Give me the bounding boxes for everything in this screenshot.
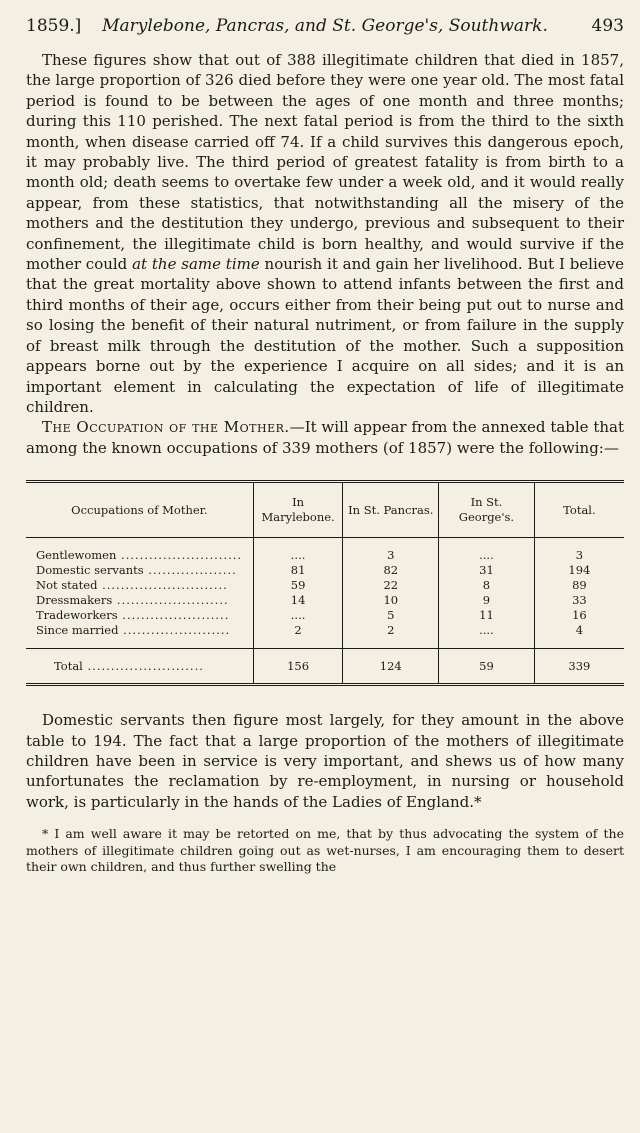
- header-year: 1859.]: [26, 16, 82, 36]
- table-total-row: Total ......................... 156 124 59 339: [26, 649, 624, 685]
- footnote: [26, 826, 624, 876]
- body-text-after-table: [26, 710, 624, 812]
- paragraph-occupation: The Occupation of the Mother.—It will appear from the annexed table that among the known occupations of 339 mothers (of 1857) were the following:—: [26, 418, 624, 457]
- col-marylebone: In Marylebone.: [253, 482, 343, 538]
- footnote-text: * I am well aware it may be retorted on me, that by thus advocating the system of the mothers of illegitimate children going out as wet-nurses, I am encouraging them to desert their own children, and thus further swelling the: [26, 826, 624, 875]
- table-header-row: [26, 482, 624, 538]
- occupation-table: [26, 480, 624, 686]
- paragraph-servants: Domestic servants then figure most largely, for they amount in the above table to 194. The fact that a large proportion of the mothers of illegitimate children have been in service is very important, and shews us of how many unfortunates the reclamation by re-employment, in nursing or household work, is particularly in the hands of the Ladies of England.*: [26, 711, 624, 811]
- section-heading: The Occupation of the Mother.: [42, 418, 290, 437]
- table-row: Gentlewomen .......................... .... 3 .... 3: [26, 538, 624, 564]
- paragraph-mortality: These figures show that out of 388 illegitimate children that died in 1857, the large proportion of 326 died before they were one year old. The most fatal period is found to be between the ages of one month and three months; during this 110 perished. The next fatal period is from the third to the sixth month, when disease carried off 74. If a child survives this dangerous epoch, it may probably live. The third period of greatest fatality is from birth to a month old; death seems to overtake few under a week old, and it would really appear, from these statistics, that notwithstanding all the misery of the mothers and the destitution they undergo, previous and subsequent to their confinement, the illegitimate child is born healthy, and would survive if the mother could at the same time nourish it and gain her livelihood. But I believe that the great mortality above shown to attend infants between the first and third months of their age, occurs either from their being put out to nurse and so losing the benefit of their natural nutriment, or from failure in the supply of breast milk through the destitution of the mother. Such a supposition appears borne out by the experience I acquire on all sides; and it is an important element in calculating the expectation of life of illegitimate children.: [26, 51, 624, 416]
- table-row: Not stated ........................... 59 22 8 89: [26, 578, 624, 593]
- table-row: Domestic servants ................... 81 82 31 194: [26, 563, 624, 578]
- table-row: Tradeworkers ....................... .... 5 11 16: [26, 608, 624, 623]
- emphasis: at the same time: [132, 255, 260, 274]
- table-row: Dressmakers ........................ 14 10 9 33: [26, 593, 624, 608]
- col-pancras: In St. Pancras.: [343, 482, 439, 538]
- page-number: 493: [591, 16, 624, 36]
- body-text: [26, 50, 624, 458]
- running-header: [26, 16, 624, 42]
- col-total: Total.: [534, 482, 624, 538]
- col-george: In St. George's.: [439, 482, 535, 538]
- col-occupation: Occupations of Mother.: [26, 482, 253, 538]
- page: [26, 16, 624, 876]
- header-title: Marylebone, Pancras, and St. George's, Southwark.: [102, 16, 548, 36]
- table-row: Since married ....................... 2 2 .... 4: [26, 623, 624, 649]
